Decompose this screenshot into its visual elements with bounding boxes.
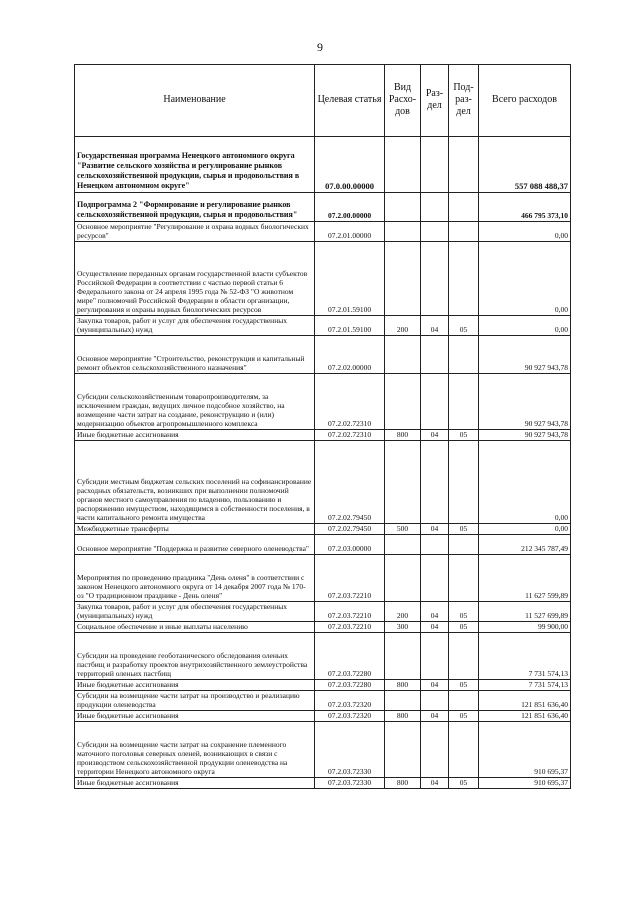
- table-row: [75, 722, 571, 778]
- cell-target: 07.2.01.59100: [315, 242, 385, 316]
- cell-subsection: [449, 242, 479, 316]
- cell-subsection: 05: [449, 316, 479, 336]
- cell-total: 121 851 636,40: [479, 691, 571, 711]
- page-number: 9: [317, 40, 323, 54]
- table-row: [75, 778, 571, 789]
- table-row: [75, 524, 571, 535]
- cell-expense-type: [385, 633, 421, 680]
- cell-name: Государственная программа Ненецкого автономного округа "Развитие сельского хозяйства и регулирование рынков сельскохозяйственной продукции, сырья и продовольствия в Ненецком автономном округе": [75, 137, 315, 193]
- header-expense-type: Вид Расхо- дов: [385, 65, 421, 137]
- cell-expense-type: [385, 691, 421, 711]
- cell-subsection: 05: [449, 778, 479, 789]
- cell-section: [421, 555, 449, 602]
- cell-section: [421, 535, 449, 555]
- table-row: [75, 622, 571, 633]
- header-subsection: Под- раз- дел: [449, 65, 479, 137]
- table-row: [75, 711, 571, 722]
- budget-table: [74, 64, 571, 789]
- cell-section: [421, 633, 449, 680]
- cell-name: Субсидии местным бюджетам сельских поселений на софинансирование расходных обязательств, возникших при выполнении полномочий органов местного самоуправления по владению, пользованию и распоряжению имуществом, находящимся в собственности поселения, в части капитального ремонта имущества: [75, 441, 315, 524]
- table-row: [75, 137, 571, 193]
- cell-target: 07.2.01.00000: [315, 222, 385, 242]
- cell-name: Основное мероприятие "Строительство, реконструкция и капитальный ремонт объектов сельскохозяйственного назначения": [75, 336, 315, 374]
- cell-expense-type: [385, 242, 421, 316]
- cell-target: 07.0.00.00000: [315, 137, 385, 193]
- cell-name: Субсидии на возмещение части затрат на производство и реализацию продукции оленеводства: [75, 691, 315, 711]
- cell-expense-type: [385, 193, 421, 222]
- cell-name: Закупка товаров, работ и услуг для обеспечения государственных (муниципальных) нужд: [75, 602, 315, 622]
- cell-subsection: [449, 633, 479, 680]
- cell-total: 0,00: [479, 316, 571, 336]
- cell-subsection: 05: [449, 711, 479, 722]
- cell-expense-type: 800: [385, 778, 421, 789]
- table-body: [75, 137, 571, 789]
- table-row: [75, 680, 571, 691]
- cell-total: 466 795 373,10: [479, 193, 571, 222]
- cell-total: 0,00: [479, 222, 571, 242]
- cell-target: 07.2.02.00000: [315, 336, 385, 374]
- cell-total: 11 527 699,89: [479, 602, 571, 622]
- cell-total: 11 627 599,89: [479, 555, 571, 602]
- table-row: [75, 316, 571, 336]
- table-row: [75, 430, 571, 441]
- cell-expense-type: [385, 535, 421, 555]
- cell-subsection: 05: [449, 680, 479, 691]
- cell-section: 04: [421, 602, 449, 622]
- cell-name: Субсидии на проведение геоботанического обследования оленьих пастбищ и разработку проектов внутрихозяйственного землеустройства территорий оленьих пастбищ: [75, 633, 315, 680]
- cell-name: Основное мероприятие "Регулирование и охрана водных биологических ресурсов": [75, 222, 315, 242]
- cell-name: Основное мероприятие "Поддержка и развитие северного оленеводства": [75, 535, 315, 555]
- header-name: Наименование: [75, 65, 315, 137]
- cell-expense-type: 300: [385, 622, 421, 633]
- cell-target: 07.2.01.59100: [315, 316, 385, 336]
- cell-target: 07.2.03.72330: [315, 722, 385, 778]
- cell-total: 121 851 636,40: [479, 711, 571, 722]
- cell-section: [421, 222, 449, 242]
- table-row: [75, 535, 571, 555]
- cell-section: 04: [421, 711, 449, 722]
- cell-name: Социальное обеспечение и иные выплаты населению: [75, 622, 315, 633]
- cell-name: Иные бюджетные ассигнования: [75, 680, 315, 691]
- cell-expense-type: [385, 374, 421, 430]
- cell-target: 07.2.03.72210: [315, 602, 385, 622]
- cell-subsection: [449, 193, 479, 222]
- cell-target: 07.2.03.00000: [315, 535, 385, 555]
- cell-target: 07.2.02.72310: [315, 430, 385, 441]
- cell-subsection: 05: [449, 430, 479, 441]
- cell-subsection: [449, 374, 479, 430]
- cell-expense-type: 500: [385, 524, 421, 535]
- cell-subsection: 05: [449, 622, 479, 633]
- cell-total: 99 900,00: [479, 622, 571, 633]
- cell-expense-type: [385, 441, 421, 524]
- cell-section: [421, 374, 449, 430]
- cell-name: Закупка товаров, работ и услуг для обеспечения государственных (муниципальных) нужд: [75, 316, 315, 336]
- table-row: [75, 374, 571, 430]
- cell-name: Иные бюджетные ассигнования: [75, 778, 315, 789]
- cell-expense-type: [385, 137, 421, 193]
- cell-section: [421, 336, 449, 374]
- cell-subsection: 05: [449, 524, 479, 535]
- cell-expense-type: 800: [385, 430, 421, 441]
- cell-expense-type: 200: [385, 316, 421, 336]
- table-row: [75, 441, 571, 524]
- cell-section: 04: [421, 622, 449, 633]
- cell-target: 07.2.03.72320: [315, 711, 385, 722]
- cell-total: 0,00: [479, 242, 571, 316]
- cell-name: Межбюджетные трансферты: [75, 524, 315, 535]
- cell-name: Мероприятия по проведению праздника "День оленя" в соответствии с законом Ненецкого автономного округа от 14 декабря 2007 года № 170-оз "О традиционном празднике - День оленя": [75, 555, 315, 602]
- table-row: [75, 336, 571, 374]
- cell-target: 07.2.03.72280: [315, 633, 385, 680]
- cell-section: 04: [421, 778, 449, 789]
- cell-expense-type: [385, 722, 421, 778]
- cell-name: Иные бюджетные ассигнования: [75, 711, 315, 722]
- cell-name: Иные бюджетные ассигнования: [75, 430, 315, 441]
- cell-total: 7 731 574,13: [479, 680, 571, 691]
- cell-subsection: [449, 691, 479, 711]
- cell-target: 07.2.03.72330: [315, 778, 385, 789]
- cell-total: 0,00: [479, 524, 571, 535]
- cell-subsection: [449, 722, 479, 778]
- cell-name: Субсидии на возмещение части затрат на сохранение племенного маточного поголовья северных оленей, возникающих в связи с производством сельскохозяйственной продукции оленеводства на территории Ненецкого автономного округа: [75, 722, 315, 778]
- cell-expense-type: [385, 555, 421, 602]
- cell-name: Осуществление переданных органам государственной власти субъектов Российской Федерации в соответствии с частью первой статьи 6 Федерального закона от 24 апреля 1995 года № 52-ФЗ "О животном мире" полномочий Российской Федерации в области организации, регулирования и охраны водных биологических ресурсов: [75, 242, 315, 316]
- table-row: [75, 555, 571, 602]
- cell-target: 07.2.03.72320: [315, 691, 385, 711]
- cell-name: Подпрограмма 2 "Формирование и регулирование рынков сельскохозяйственной продукции, сырья и продовольствия": [75, 193, 315, 222]
- cell-section: [421, 722, 449, 778]
- cell-total: 90 927 943,78: [479, 336, 571, 374]
- cell-subsection: [449, 222, 479, 242]
- table-row: [75, 242, 571, 316]
- header-total: Всего расходов: [479, 65, 571, 137]
- cell-expense-type: [385, 222, 421, 242]
- cell-section: [421, 242, 449, 316]
- cell-subsection: [449, 555, 479, 602]
- cell-subsection: [449, 535, 479, 555]
- cell-target: 07.2.03.72210: [315, 555, 385, 602]
- cell-total: 212 345 787,49: [479, 535, 571, 555]
- cell-subsection: [449, 137, 479, 193]
- cell-section: 04: [421, 680, 449, 691]
- cell-total: 90 927 943,78: [479, 374, 571, 430]
- cell-section: [421, 137, 449, 193]
- cell-total: 557 088 488,37: [479, 137, 571, 193]
- cell-total: 0,00: [479, 441, 571, 524]
- cell-target: 07.2.03.72280: [315, 680, 385, 691]
- table-row: [75, 222, 571, 242]
- cell-subsection: [449, 336, 479, 374]
- table-row: [75, 602, 571, 622]
- cell-section: 04: [421, 316, 449, 336]
- cell-expense-type: 200: [385, 602, 421, 622]
- cell-target: 07.2.02.79450: [315, 524, 385, 535]
- table-row: [75, 633, 571, 680]
- table-header-row: [75, 65, 571, 137]
- table-row: [75, 193, 571, 222]
- cell-section: [421, 691, 449, 711]
- cell-total: 7 731 574,13: [479, 633, 571, 680]
- header-target: Целевая статья: [315, 65, 385, 137]
- cell-total: 910 695,37: [479, 778, 571, 789]
- cell-expense-type: [385, 336, 421, 374]
- cell-section: [421, 441, 449, 524]
- cell-target: 07.2.02.72310: [315, 374, 385, 430]
- cell-section: 04: [421, 430, 449, 441]
- cell-name: Субсидии сельскохозяйственным товаропроизводителям, за исключением граждан, ведущих личное подсобное хозяйство, на возмещение части затрат на создание, реконструкцию и (или) модернизацию объектов агропромышленного комплекса: [75, 374, 315, 430]
- cell-section: [421, 193, 449, 222]
- cell-section: 04: [421, 524, 449, 535]
- cell-expense-type: 800: [385, 711, 421, 722]
- cell-total: 910 695,37: [479, 722, 571, 778]
- table-row: [75, 691, 571, 711]
- cell-target: 07.2.02.79450: [315, 441, 385, 524]
- cell-subsection: 05: [449, 602, 479, 622]
- cell-target: 07.2.00.00000: [315, 193, 385, 222]
- cell-expense-type: 800: [385, 680, 421, 691]
- header-section: Раз- дел: [421, 65, 449, 137]
- cell-subsection: [449, 441, 479, 524]
- cell-target: 07.2.03.72210: [315, 622, 385, 633]
- cell-total: 90 927 943,78: [479, 430, 571, 441]
